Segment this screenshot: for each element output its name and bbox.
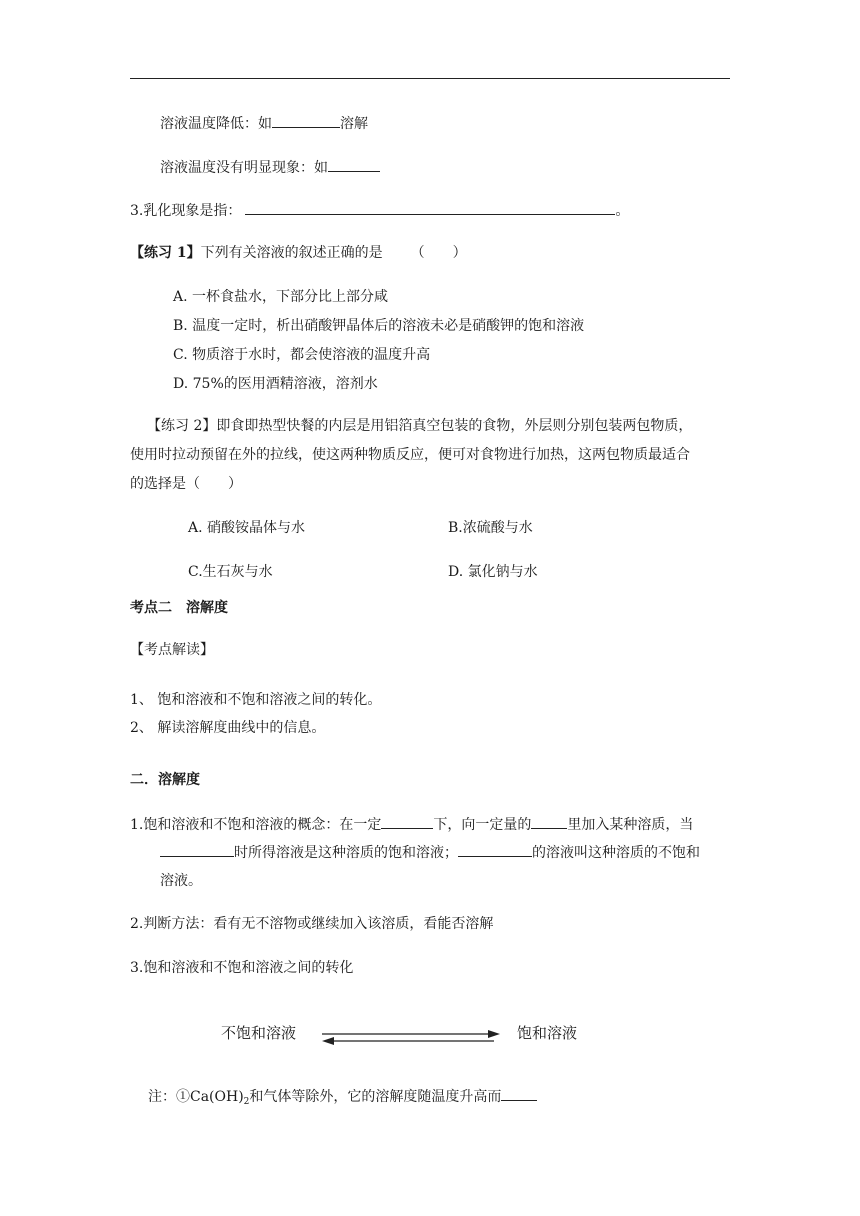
temp-drop-suffix: 溶解: [340, 116, 368, 132]
note-prefix: 注：①Ca(OH): [148, 1089, 244, 1105]
exercise2-line3: 的选择是（ ）: [130, 476, 242, 492]
note-text: 和气体等除外，它的溶解度随温度升高而: [249, 1089, 502, 1105]
exercise1-option: C. 物质溶于水时，都会使溶液的温度升高: [173, 347, 431, 363]
note-subscript: 2: [243, 1097, 250, 1107]
blank: [381, 814, 433, 829]
blank: [531, 814, 567, 829]
exercise1-option: A. 一杯食盐水，下部分比上部分咸: [173, 289, 389, 305]
exercise1-tag: 【练习 1】: [130, 245, 201, 261]
answer-paren: （ ）: [410, 245, 467, 261]
concept-text: 时所得溶液是这种溶质的饱和溶液；: [234, 845, 458, 861]
concept-text: 的溶液叫这种溶质的不饱和: [532, 845, 700, 861]
temp-drop-label: 溶液温度降低：如: [160, 116, 272, 132]
blank: [501, 1086, 537, 1101]
concept-line3: 溶液。: [160, 873, 202, 889]
arrow-left-head: [322, 1037, 334, 1045]
kaodian2-point: 1、 饱和溶液和不饱和溶液之间的转化。: [130, 692, 382, 708]
exercise2-option: A. 硝酸铵晶体与水: [188, 520, 306, 536]
concept-text: 1.饱和溶液和不饱和溶液的概念：在一定: [130, 817, 382, 833]
note-line: [148, 1086, 537, 1112]
concept-text: 里加入某种溶质，当: [567, 817, 694, 833]
conversion-arrows: [318, 1025, 508, 1049]
exercise2-line2: 使用时拉动预留在外的拉线，使这两种物质反应，便可对食物进行加热，这两包物质最适合: [130, 447, 690, 463]
section2-heading: 二．溶解度: [130, 772, 200, 788]
exercise2-option: C.生石灰与水: [188, 564, 273, 580]
exercise1-question: [130, 243, 467, 263]
concept-line1: [130, 814, 693, 835]
blank: [458, 842, 532, 857]
blank: [272, 113, 340, 128]
kaodian2-heading: 考点二 溶解度: [130, 600, 228, 616]
temp-drop-line: [160, 113, 368, 134]
exercise1-option: B. 温度一定时，析出硝酸钾晶体后的溶液未必是硝酸钾的饱和溶液: [173, 318, 585, 334]
concept-line2: [160, 842, 700, 863]
exercise2-option: B.浓硫酸与水: [448, 520, 533, 536]
exercise1-option: D. 75%的医用酒精溶液，溶剂水: [173, 376, 378, 392]
blank: [160, 842, 234, 857]
saturated-label: 饱和溶液: [517, 1024, 578, 1042]
arrow-right-head: [488, 1030, 500, 1038]
blank: [328, 157, 380, 172]
concept-text: 下，向一定量的: [433, 817, 532, 833]
kaodian2-point: 2、 解读溶解度曲线中的信息。: [130, 720, 326, 736]
unsaturated-label: 不饱和溶液: [221, 1024, 297, 1042]
exercise2-option: D. 氯化钠与水: [448, 564, 538, 580]
temp-none-line: [160, 157, 380, 178]
exercise2-line1: 【练习 2】即食即热型快餐的内层是用铝箔真空包装的食物，外层则分别包装两包物质，: [147, 418, 693, 434]
emulsify-line: [130, 200, 629, 221]
temp-none-label: 溶液温度没有明显现象：如: [160, 160, 328, 176]
blank: [245, 200, 615, 215]
emulsify-label: 3.乳化现象是指：: [130, 203, 242, 219]
header-rule: [130, 78, 730, 79]
judge-line: 2.判断方法：看有无不溶物或继续加入该溶质，看能否溶解: [130, 916, 494, 932]
kaodian2-sub: 【考点解读】: [130, 642, 214, 658]
convert-line: 3.饱和溶液和不饱和溶液之间的转化: [130, 960, 354, 976]
emulsify-end: 。: [615, 203, 630, 219]
exercise1-text: 下列有关溶液的叙述正确的是: [200, 245, 383, 261]
